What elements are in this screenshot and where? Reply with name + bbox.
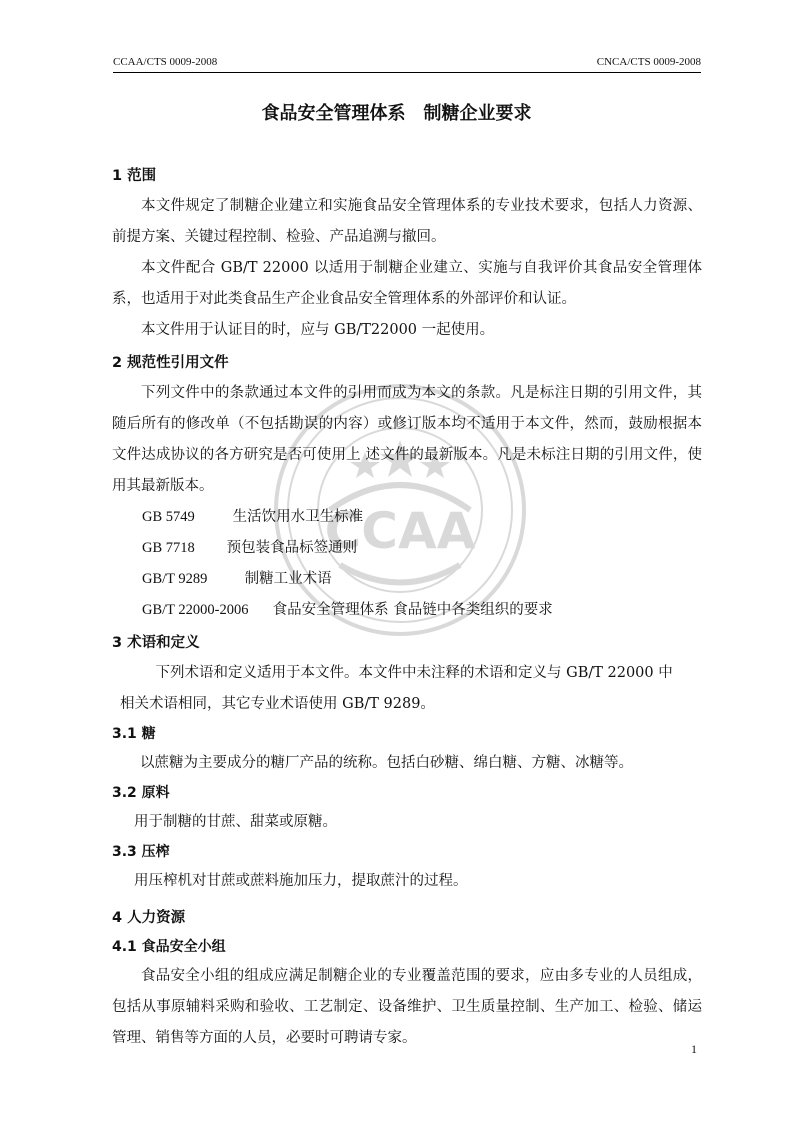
reference-code: GB/T 9289 [142, 571, 208, 587]
section-3-para-line-2: 相关术语相同，其它专业术语使用 GB/T 9289。 [120, 696, 435, 712]
section-4-1-heading: 4.1 食品安全小组 [112, 939, 226, 955]
reference-title: 食品安全管理体系 食品链中各类组织的要求 [272, 602, 553, 618]
term-3-3-heading: 3.3 压榨 [112, 844, 170, 860]
section-1-heading: 1 范围 [112, 168, 157, 184]
reference-item [112, 564, 702, 595]
term-3-1-heading: 3.1 糖 [112, 726, 156, 742]
section-3-para-line-1: 下列术语和定义适用于本文件。本文件中未注释的术语和定义与 GB/T 22000 中 [155, 665, 673, 681]
reference-title: 制糖工业术语 [244, 571, 332, 587]
section-1-para-2: 本文件配合 GB/T 22000 以适用于制糖企业建立、实施与自我评价其食品安全管理体系，也适用于对此类食品生产企业食品安全管理体系的外部评价和认证。 [112, 260, 702, 307]
term-3-2-definition: 用于制糖的甘蔗、甜菜或原糖。 [134, 814, 337, 830]
section-2-para-1: 下列文件中的条款通过本文件的引用而成为本文的条款。凡是标注日期的引用文件，其随后所有的修改单（不包括勘误的内容）或修订版本均不适用于本文件，然而，鼓励根据本文件达成协议的各方研究是否可使用上 述文件的最新版本。凡是未标注日期的引用文件，使用其最新版本。 [112, 385, 702, 494]
reference-item [112, 502, 702, 533]
section-2-heading: 2 规范性引用文件 [112, 355, 229, 371]
reference-item [112, 533, 702, 564]
section-3-heading: 3 术语和定义 [112, 635, 200, 651]
reference-code: GB/T 22000-2006 [142, 602, 249, 618]
header-rule [113, 72, 701, 73]
term-3-2-heading: 3.2 原料 [112, 785, 170, 801]
term-3-1-definition: 以蔗糖为主要成分的糖厂产品的统称。包括白砂糖、绵白糖、方糖、冰糖等。 [140, 755, 633, 771]
reference-item [112, 595, 702, 626]
document-body [112, 159, 702, 1054]
reference-title: 预包装食品标签通则 [226, 540, 358, 556]
seal-text: CCAA [324, 502, 476, 560]
term-3-3-definition: 用压榨机对甘蔗或蔗料施加压力，提取蔗汁的过程。 [134, 873, 468, 889]
page-number: 1 [691, 1042, 697, 1056]
reference-code: GB 7718 [142, 540, 195, 556]
header-left-code: CCAA/CTS 0009-2008 [113, 56, 218, 68]
reference-code: GB 5749 [142, 509, 195, 525]
section-1-para-3: 本文件用于认证目的时，应与 GB/T22000 一起使用。 [141, 322, 495, 338]
header-right-code: CNCA/CTS 0009-2008 [596, 56, 701, 68]
running-header [113, 56, 701, 72]
section-4-1-para: 食品安全小组的组成应满足制糖企业的专业覆盖范围的要求，应由多专业的人员组成，包括从事原辅料采购和验收、工艺制定、设备维护、卫生质量控制、生产加工、检验、储运管理、销售等方面的人员，必要时可聘请专家。 [112, 968, 702, 1046]
document-title: 食品安全管理体系 制糖企业要求 [261, 103, 532, 124]
section-4-heading: 4 人力资源 [112, 910, 186, 926]
section-1-para-1: 本文件规定了制糖企业建立和实施食品安全管理体系的专业技术要求，包括人力资源、前提方案、关键过程控制、检验、产品追溯与撤回。 [112, 198, 702, 245]
reference-title: 生活饮用水卫生标准 [232, 509, 364, 525]
